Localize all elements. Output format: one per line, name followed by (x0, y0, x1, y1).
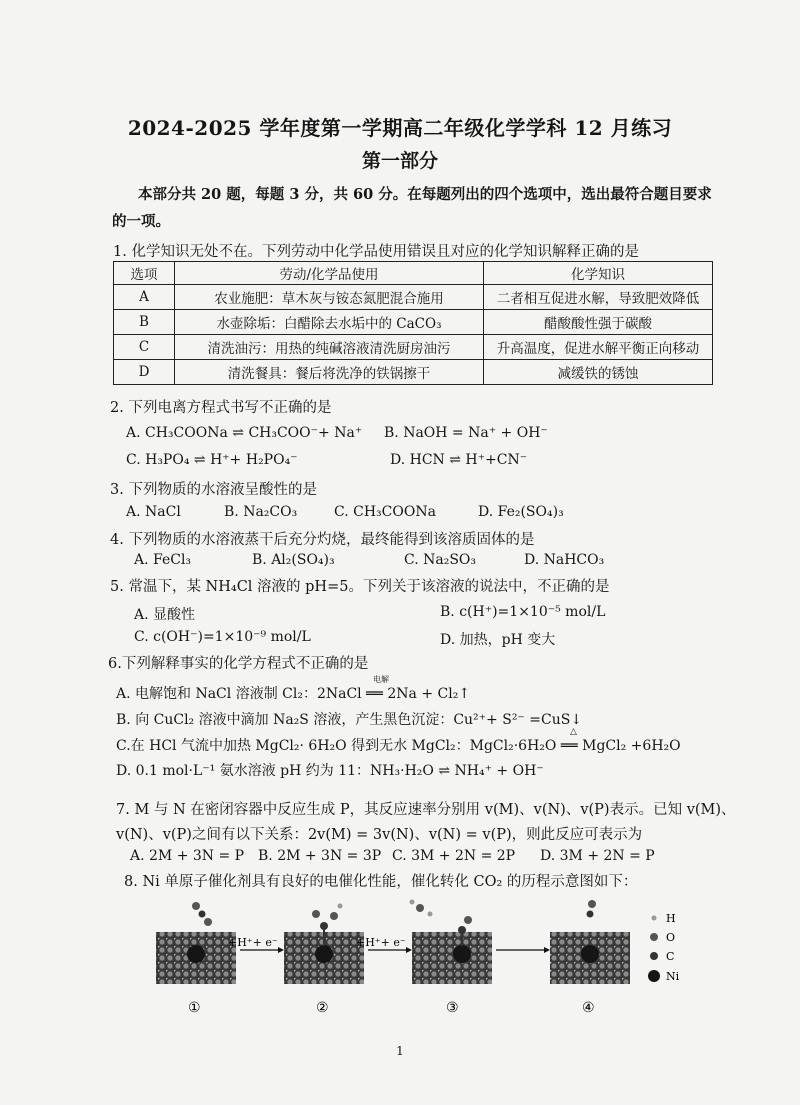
question-6-stem: 6.下列解释事实的化学方程式不正确的是 (108, 656, 369, 672)
heat-label: △ (570, 727, 577, 737)
arrow-label-2: +H⁺+ e⁻ (356, 936, 406, 949)
q4-option-a: A. FeCl₃ (134, 552, 192, 568)
table-cell: 清洗餐具：餐后将洗净的铁锅擦干 (175, 360, 484, 385)
table-header: 劳动/化学品使用 (175, 262, 484, 285)
table-header: 选项 (114, 262, 175, 285)
q3-option-d: D. Fe₂(SO₄)₃ (478, 504, 564, 520)
table-cell: D (114, 360, 175, 385)
q5-option-b: B. c(H⁺)=1×10⁻⁵ mol/L (440, 604, 606, 620)
co2-molecule-1 (192, 902, 212, 926)
table-cell: B (114, 310, 175, 335)
legend (648, 912, 680, 983)
q6-option-d: D. 0.1 mol·L⁻¹ 氨水溶液 pH 约为 11：NH₃·H₂O ⇌ NH₄⁺ + OH⁻ (116, 763, 544, 779)
q6-option-b: B. 向 CuCl₂ 溶液中滴加 Na₂S 溶液，产生黑色沉淀：Cu²⁺+ S²⁻ =CuS↓ (116, 712, 583, 728)
table-cell: C (114, 335, 175, 360)
question-1-stem: 1. 化学知识无处不在。下列劳动中化学品使用错误且对应的化学知识解释正确的是 (113, 244, 639, 260)
question-7-line2: v(N)、v(P)之间有以下关系：2v(M) = 3v(N)、v(N) = v(P)，则此反应可表示为 (116, 827, 643, 843)
reaction-arrow-3 (496, 947, 550, 953)
exam-title: 2024-2025 学年度第一学期高二年级化学学科 12 月练习 (127, 116, 673, 140)
q2-option-c: C. H₃PO₄ ⇌ H⁺+ H₂PO₄⁻ (126, 452, 298, 468)
table-row (114, 310, 713, 335)
table-cell: A (114, 285, 175, 310)
electrolysis-label: 电解 (373, 675, 389, 684)
q4-option-c: C. Na₂SO₃ (404, 552, 477, 568)
table-header: 化学知识 (484, 262, 713, 285)
table-cell: 醋酸酸性强于碳酸 (484, 310, 713, 335)
table-cell: 二者相互促进水解，导致肥效降低 (484, 285, 713, 310)
question-2-stem: 2. 下列电离方程式书写不正确的是 (110, 400, 332, 416)
arrow-label-1: +H⁺+ e⁻ (228, 936, 278, 949)
step-label-1: ① (188, 1000, 201, 1016)
table-row (114, 360, 713, 385)
table-cell: 减缓铁的锈蚀 (484, 360, 713, 385)
step-label-2: ② (316, 1000, 329, 1016)
q5-option-d: D. 加热，pH 变大 (440, 632, 556, 648)
table-header-row (114, 262, 713, 285)
q2-option-b: B. NaOH = Na⁺ + OH⁻ (384, 425, 548, 441)
table-row (114, 285, 713, 310)
step-label-4: ④ (582, 1000, 595, 1016)
q4-option-d: D. NaHCO₃ (524, 552, 605, 568)
q4-option-b: B. Al₂(SO₄)₃ (252, 552, 335, 568)
section-instructions: 本部分共 20 题，每题 3 分，共 60 分。在每题列出的四个选项中，选出最符合题目要求的一项。 (112, 186, 712, 230)
q3-option-b: B. Na₂CO₃ (224, 504, 298, 520)
table-row (114, 335, 713, 360)
q7-option-b: B. 2M + 3N = 3P (258, 848, 382, 864)
question-7-line1: 7. M 与 N 在密闭容器中反应生成 P，其反应速率分别用 v(M)、v(N)、v(P)表示。已知 v(M)、 (116, 802, 736, 818)
q5-option-c: C. c(OH⁻)=1×10⁻⁹ mol/L (134, 629, 311, 645)
q6-option-a: A. 电解饱和 NaCl 溶液制 Cl₂：2NaCl ══ 2Na + Cl₂↑ (116, 686, 471, 702)
legend-h: H (666, 912, 676, 925)
catalyst-surface-1 (156, 932, 236, 984)
q5-option-a: A. 显酸性 (134, 607, 196, 623)
section-title: 第一部分 (361, 150, 438, 172)
table-cell: 升高温度，促进水解平衡正向移动 (484, 335, 713, 360)
q2-option-a: A. CH₃COONa ⇌ CH₃COO⁻+ Na⁺ (126, 425, 363, 441)
question-3-stem: 3. 下列物质的水溶液呈酸性的是 (110, 482, 317, 498)
co-molecule-4 (587, 900, 597, 918)
q3-option-a: A. NaCl (126, 504, 181, 520)
question-4-stem: 4. 下列物质的水溶液蒸干后充分灼烧，最终能得到该溶质固体的是 (110, 532, 535, 548)
legend-c: C (666, 950, 675, 963)
table-cell: 农业施肥：草木灰与铵态氮肥混合施用 (175, 285, 484, 310)
catalyst-surface-4 (550, 932, 630, 984)
question-8-stem: 8. Ni 单原子催化剂具有良好的电催化性能，催化转化 CO₂ 的历程示意图如下： (124, 874, 638, 890)
page-number: 1 (396, 1044, 404, 1058)
step-label-3: ③ (446, 1000, 459, 1016)
q3-option-c: C. CH₃COONa (334, 504, 436, 520)
q2-option-d: D. HCN ⇌ H⁺+CN⁻ (390, 452, 528, 468)
question-1-table (113, 261, 713, 385)
q7-option-a: A. 2M + 3N = P (130, 848, 245, 864)
legend-ni: Ni (666, 970, 680, 983)
table-cell: 清洗油污：用热的纯碱溶液清洗厨房油污 (175, 335, 484, 360)
q7-option-d: D. 3M + 2N = P (540, 848, 655, 864)
catalysis-diagram (150, 890, 690, 1020)
q7-option-c: C. 3M + 2N = 2P (392, 848, 516, 864)
question-5-stem: 5. 常温下，某 NH₄Cl 溶液的 pH=5。下列关于该溶液的说法中，不正确的是 (110, 579, 610, 595)
catalyst-surface-3 (412, 932, 492, 984)
q6-option-c: C.在 HCl 气流中加热 MgCl₂· 6H₂O 得到无水 MgCl₂：MgCl₂·6H₂O ══ MgCl₂ +6H₂O (116, 738, 681, 754)
table-cell: 水壶除垢：白醋除去水垢中的 CaCO₃ (175, 310, 484, 335)
legend-o: O (666, 931, 676, 944)
